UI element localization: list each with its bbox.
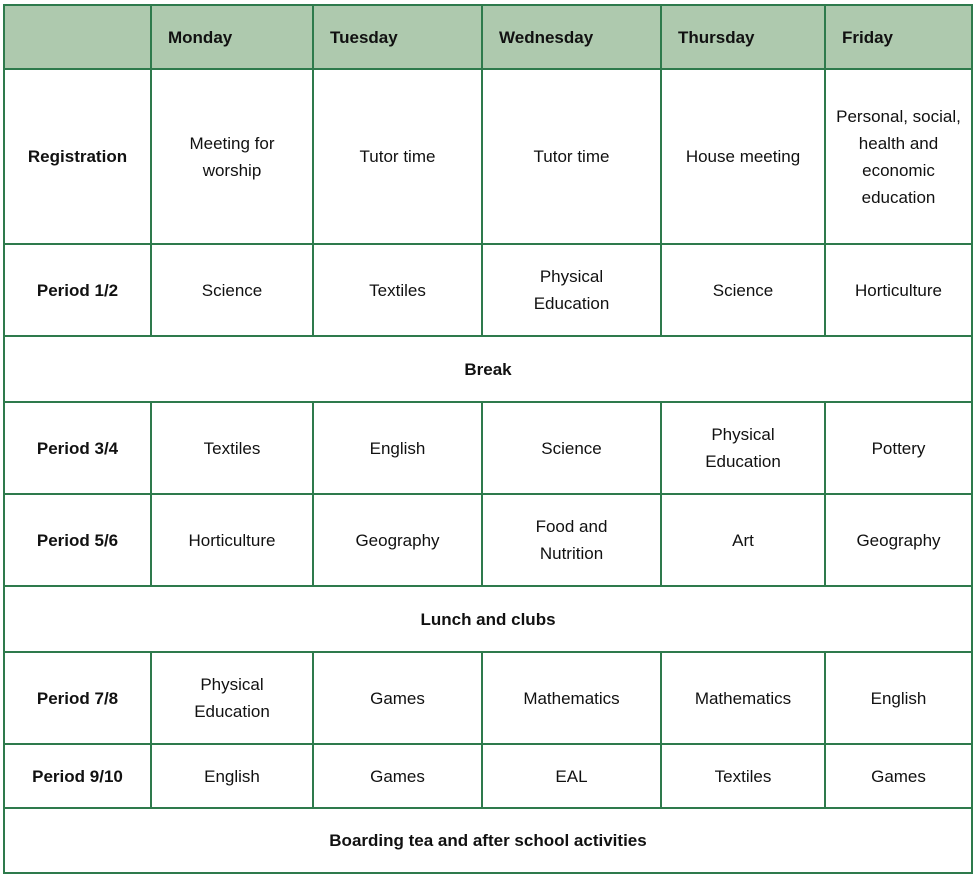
lesson-cell: Geography [313,494,482,586]
lesson-cell: House meeting [661,69,825,244]
break-label: Break [4,336,972,402]
lesson-cell: Textiles [661,744,825,808]
header-row [4,5,972,69]
corner-cell [4,5,151,69]
break-label: Boarding tea and after school activities [4,808,972,873]
lesson-cell: Mathematics [661,652,825,744]
row-period-1-2 [4,244,972,336]
row-registration [4,69,972,244]
lesson-cell: Geography [825,494,972,586]
period-label: Period 1/2 [4,244,151,336]
day-header-tuesday: Tuesday [313,5,482,69]
lesson-cell: Art [661,494,825,586]
row-period-9-10 [4,744,972,808]
row-lunch [4,586,972,652]
lesson-cell: Textiles [313,244,482,336]
lesson-cell: English [313,402,482,494]
lesson-cell: Games [825,744,972,808]
period-label: Period 9/10 [4,744,151,808]
day-header-monday: Monday [151,5,313,69]
lesson-cell: Personal, social, health and economic education [825,69,972,244]
lesson-cell: Physical Education [482,244,661,336]
lesson-cell: Pottery [825,402,972,494]
lesson-cell: English [151,744,313,808]
lesson-cell: Science [661,244,825,336]
period-label: Period 3/4 [4,402,151,494]
day-header-thursday: Thursday [661,5,825,69]
day-header-wednesday: Wednesday [482,5,661,69]
row-period-7-8 [4,652,972,744]
lesson-cell: Physical Education [151,652,313,744]
lesson-cell: Textiles [151,402,313,494]
lesson-cell: Science [151,244,313,336]
lesson-cell: Science [482,402,661,494]
period-label: Period 7/8 [4,652,151,744]
lesson-cell: Physical Education [661,402,825,494]
row-boarding [4,808,972,873]
lesson-cell: Horticulture [825,244,972,336]
lesson-cell: Games [313,744,482,808]
period-label: Registration [4,69,151,244]
break-label: Lunch and clubs [4,586,972,652]
row-period-5-6 [4,494,972,586]
lesson-cell: Food and Nutrition [482,494,661,586]
row-break [4,336,972,402]
school-timetable [3,4,973,874]
lesson-cell: Tutor time [482,69,661,244]
row-period-3-4 [4,402,972,494]
day-header-friday: Friday [825,5,972,69]
period-label: Period 5/6 [4,494,151,586]
lesson-cell: Tutor time [313,69,482,244]
lesson-cell: English [825,652,972,744]
lesson-cell: Mathematics [482,652,661,744]
lesson-cell: Games [313,652,482,744]
lesson-cell: Meeting for worship [151,69,313,244]
lesson-cell: EAL [482,744,661,808]
lesson-cell: Horticulture [151,494,313,586]
